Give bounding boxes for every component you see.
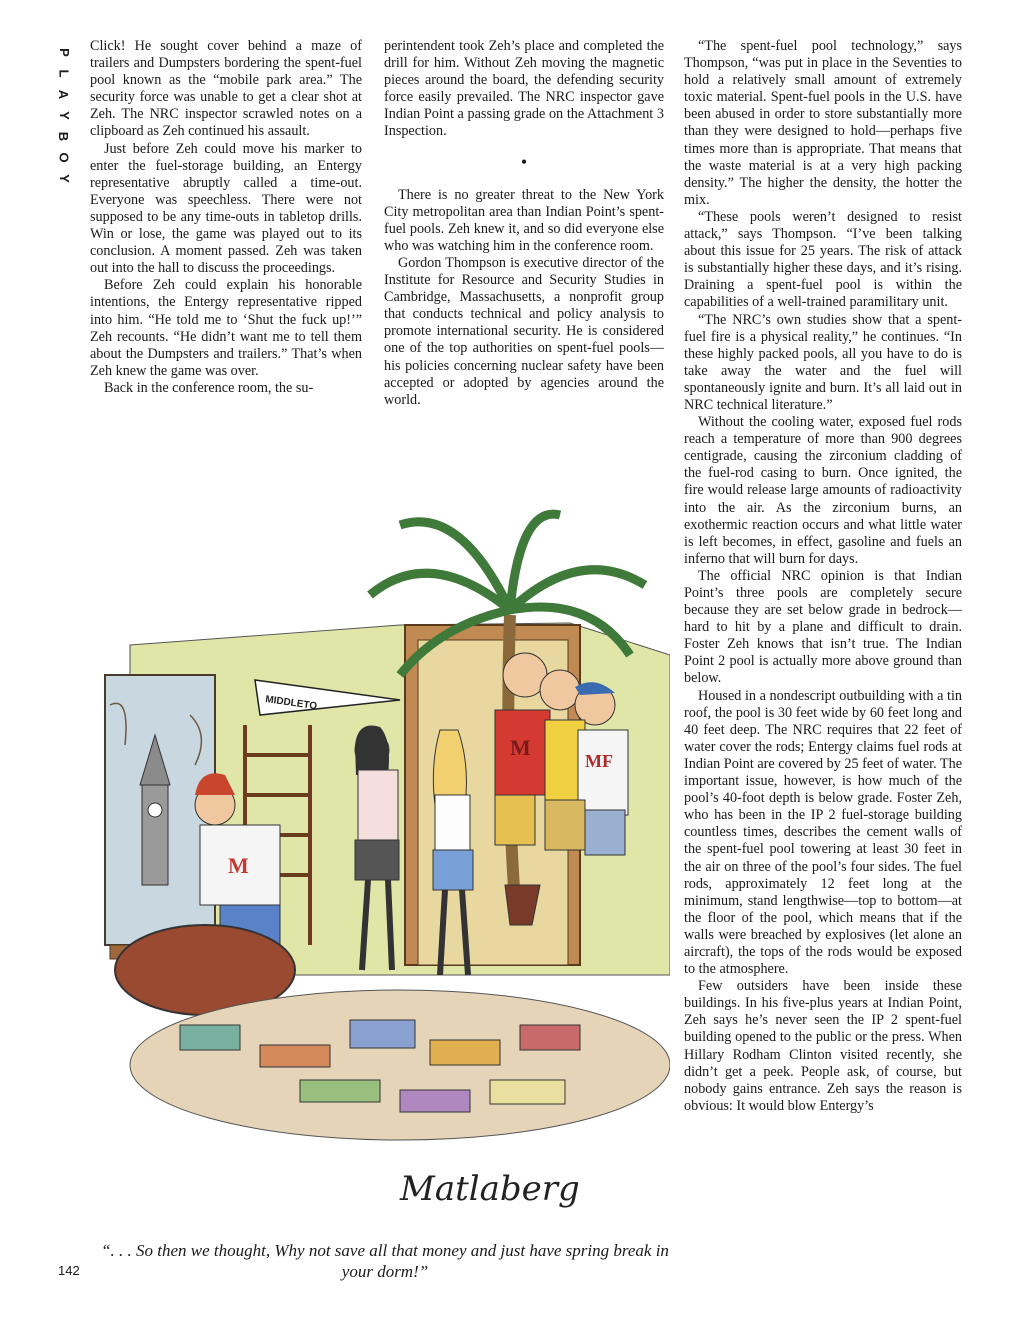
clothes-pile [130, 990, 670, 1140]
paragraph: Gordon Thompson is executive director of the Institute for Resource and Security Studies in Cambridge, Massachusetts, a nonprofit group that conducts technical and policy analysis to promote international security. He is considered one of the top authorities on spent-fuel pools—his policies concerning nuclear safety have been accepted or adopted by agencies around the world. [384, 254, 664, 408]
paragraph: Few outsiders have been inside these buildings. In his five-plus years at Indian Point, Zeh says he’s never seen the IP 2 spent-fuel building opened to the public or the press. When Hillary Rodham Clinton visited recently, she didn’t get a peek. People ask, of course, but nobody gains entrance. Zeh says the reason is obvious: It would blow Entergy’s [684, 978, 962, 1114]
shirt-letter: M [510, 735, 531, 760]
masthead-letter: O [56, 152, 72, 163]
shirt-letter: M [228, 853, 249, 878]
paragraph: The official NRC opinion is that Indian Point’s three pools are completely secure because they are set below grade in bedrock—hard to hit by a plane and difficult to drain. Foster Zeh knows that isn’t true. The Indian Point 2 pool is actually more above ground than below. [684, 567, 962, 687]
page-number: 142 [58, 1263, 80, 1278]
cartoon-drawing [100, 505, 670, 1230]
article-column-1 [90, 38, 362, 397]
paragraph: Click! He sought cover behind a maze of trailers and Dumpsters bordering the spent-fuel pool known as the “mobile park area.” The security force was unable to get a clear shot at Zeh. The NRC inspector scrawled notes on a clipboard as Zeh continued his assault. [90, 38, 362, 140]
artist-signature: Matlaberg [400, 1169, 580, 1209]
magazine-masthead-vertical [52, 42, 76, 189]
article-column-3 [684, 38, 962, 1115]
shirt-letters: MF [585, 751, 613, 771]
paragraph: Before Zeh could explain his honorable intentions, the Entergy representative ripped into him. “He told me to ‘Shut the fuck up!’” Zeh recounts. “He didn’t want me to tell them about the Dumpsters and trailers.” That’s when Zeh knew the game was over. [90, 277, 362, 379]
pennant-text: MIDDLETO [264, 694, 318, 713]
paragraph: Housed in a nondescript outbuilding with a tin roof, the pool is 30 feet wide by 60 feet long and 40 feet deep. The NRC requires that 22 feet of water cover the rods; Entergy claims fuel rods at Indian Point are covered by 25 feet of water. The important issue, however, is how much of the pool’s 40-foot depth is below grade. Foster Zeh, who has been in the IP 2 fuel-storage building countless times, describes the cement walls of the spent-fuel pool towering at least 30 feet in the air on three of the pool’s four sides. The fuel rods, approximately 12 feet long at the minimum, stand lengthwise—top to bottom—at the floor of the pool, which means that if the walls were breached by explosives (let alone an aircraft), the tops of the rods would be exposed to the atmosphere. [684, 687, 962, 978]
masthead-letter: L [56, 69, 72, 78]
paragraph: Without the cooling water, exposed fuel rods reach a temperature of more than 900 degrees centigrade, causing the zirconium cladding of the fuel-rod casing to burn. Once ignited, the fire would release large amounts of radioactivity into the air. As the zirconium burns, an exothermic reaction occurs and what little water is left becomes, in effect, gasoline and fuels an inferno that will burn for days. [684, 414, 962, 567]
paragraph: There is no greater threat to the New York City metropolitan area than Indian Point’s spent-fuel pools. Zeh knew it, and so did everyone else who was watching him in the conference room. [384, 186, 664, 254]
section-break-bullet: • [520, 151, 528, 172]
masthead-letter: Y [56, 111, 72, 120]
cartoon-caption: “. . . So then we thought, Why not save all that money and just have spring break in your dorm!” [101, 1241, 669, 1281]
masthead-letter: B [56, 131, 72, 142]
paragraph: perintendent took Zeh’s place and completed the drill for him. Without Zeh moving the magnetic pieces around the board, the defending security force easily prevailed. The NRC inspector gave Indian Point a passing grade on the Attachment 3 Inspection. [384, 38, 664, 140]
article-column-2 [384, 38, 664, 409]
paragraph: Back in the conference room, the su- [104, 379, 314, 396]
cartoon-illustration [100, 505, 670, 1230]
masthead-letter: P [56, 48, 72, 57]
masthead-letter: Y [56, 174, 72, 183]
paragraph: “The NRC’s own studies show that a spent-fuel fire is a physical reality,” he continues. “In these highly packed pools, all you have to do is take away the water and the fuel will spontaneously ignite and burn. It’s all laid out in NRC technical literature.” [684, 311, 962, 413]
masthead-letter: A [56, 89, 72, 100]
paragraph: “These pools weren’t designed to resist attack,” says Thompson. “I’ve been talking about this issue for 25 years. The risk of attack is substantially higher these days, and it’s rising. Draining a spent-fuel pool is within the capabilities of a well-trained paramilitary unit. [684, 208, 962, 311]
paragraph: Just before Zeh could move his marker to enter the fuel-storage building, an Entergy representative abruptly called a time-out. Everyone was speechless. There were not supposed to be any time-outs in tabletop drills. Win or lose, the game was played out to its conclusion. A moment passed. Zeh was taken out into the hall to discuss the proceedings. [90, 140, 362, 277]
paragraph: “The spent-fuel pool technology,” says Thompson, “was put in place in the Seventies to hold a relatively small amount of extremely toxic material. Spent-fuel pools in the U.S. have been abused in order to store substantially more than they were designed to hold—perhaps five times more than is appropriate. That means that the waste material is at a very high packing density.” The higher the density, the hotter the mix. [684, 38, 962, 208]
